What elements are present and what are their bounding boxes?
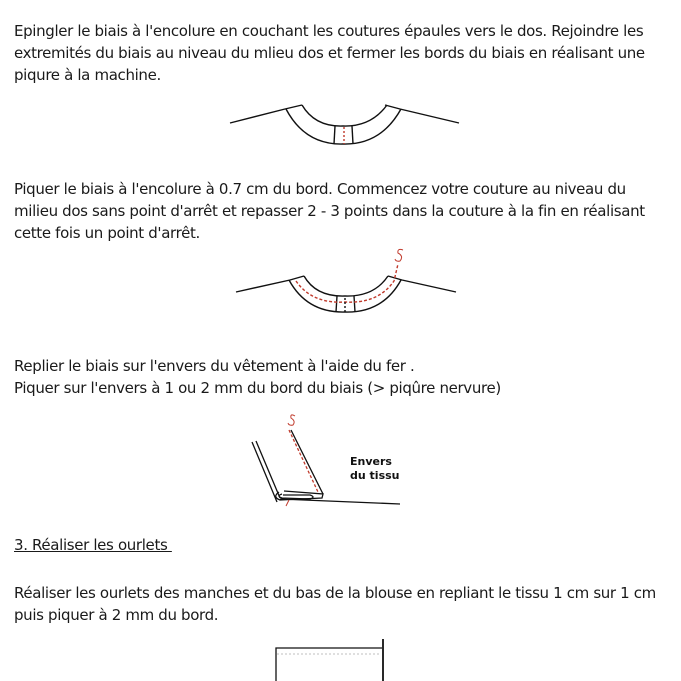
bias-edge — [291, 430, 323, 494]
bias-inner-edge — [304, 276, 388, 296]
seam-left — [334, 126, 335, 144]
seam-right — [354, 296, 355, 312]
diagram-neckline-bias — [230, 105, 459, 144]
fabric-edge-inner — [256, 441, 280, 498]
text-line: cette fois un point d'arrêt. — [14, 224, 200, 242]
diagram-folded-bias — [252, 415, 400, 506]
stitch-end — [286, 500, 289, 506]
needle-thread-icon — [288, 415, 295, 425]
label-du-tissu: du tissu — [350, 469, 400, 482]
text-line: Piquer sur l'envers à 1 ou 2 mm du bord du biais (> piqûre nervure) — [14, 379, 501, 397]
shoulder-right-line — [385, 105, 459, 123]
section-heading: 3. Réaliser les ourlets — [14, 536, 172, 554]
text-line: extremités du biais au niveau du mlieu dos et fermer les bords du biais en réalisant une — [14, 44, 645, 62]
hem-box — [276, 648, 382, 681]
text-line: Epingler le biais à l'encolure en couchant les coutures épaules vers le dos. Rejoindre les — [14, 22, 644, 40]
text-line: puis piquer à 2 mm du bord. — [14, 606, 219, 624]
text-line: milieu dos sans point d'arrêt et repasser 2 - 3 points dans la couture à la fin en réalisant — [14, 202, 645, 220]
bias-inner-edge — [302, 105, 387, 126]
fabric-edge-outer — [252, 442, 277, 502]
stitch-line — [289, 430, 318, 492]
needle-thread-icon — [395, 249, 403, 261]
diagram-hem — [276, 639, 383, 681]
seam-right — [352, 126, 353, 144]
text-line: Piquer le biais à l'encolure à 0.7 cm du bord. Commencez votre couture au niveau du — [14, 180, 626, 198]
diagram-stitched-bias — [236, 249, 456, 312]
label-envers: Envers — [350, 455, 392, 468]
shoulder-left-line — [236, 276, 304, 292]
text-line: piqure à la machine. — [14, 66, 161, 84]
text-line: Replier le biais sur l'envers du vêtement à l'aide du fer . — [14, 357, 415, 375]
text-line: Réaliser les ourlets des manches et du bas de la blouse en repliant le tissu 1 cm sur 1 cm — [14, 584, 656, 602]
shoulder-left-line — [230, 105, 302, 123]
seam-left — [336, 296, 337, 312]
